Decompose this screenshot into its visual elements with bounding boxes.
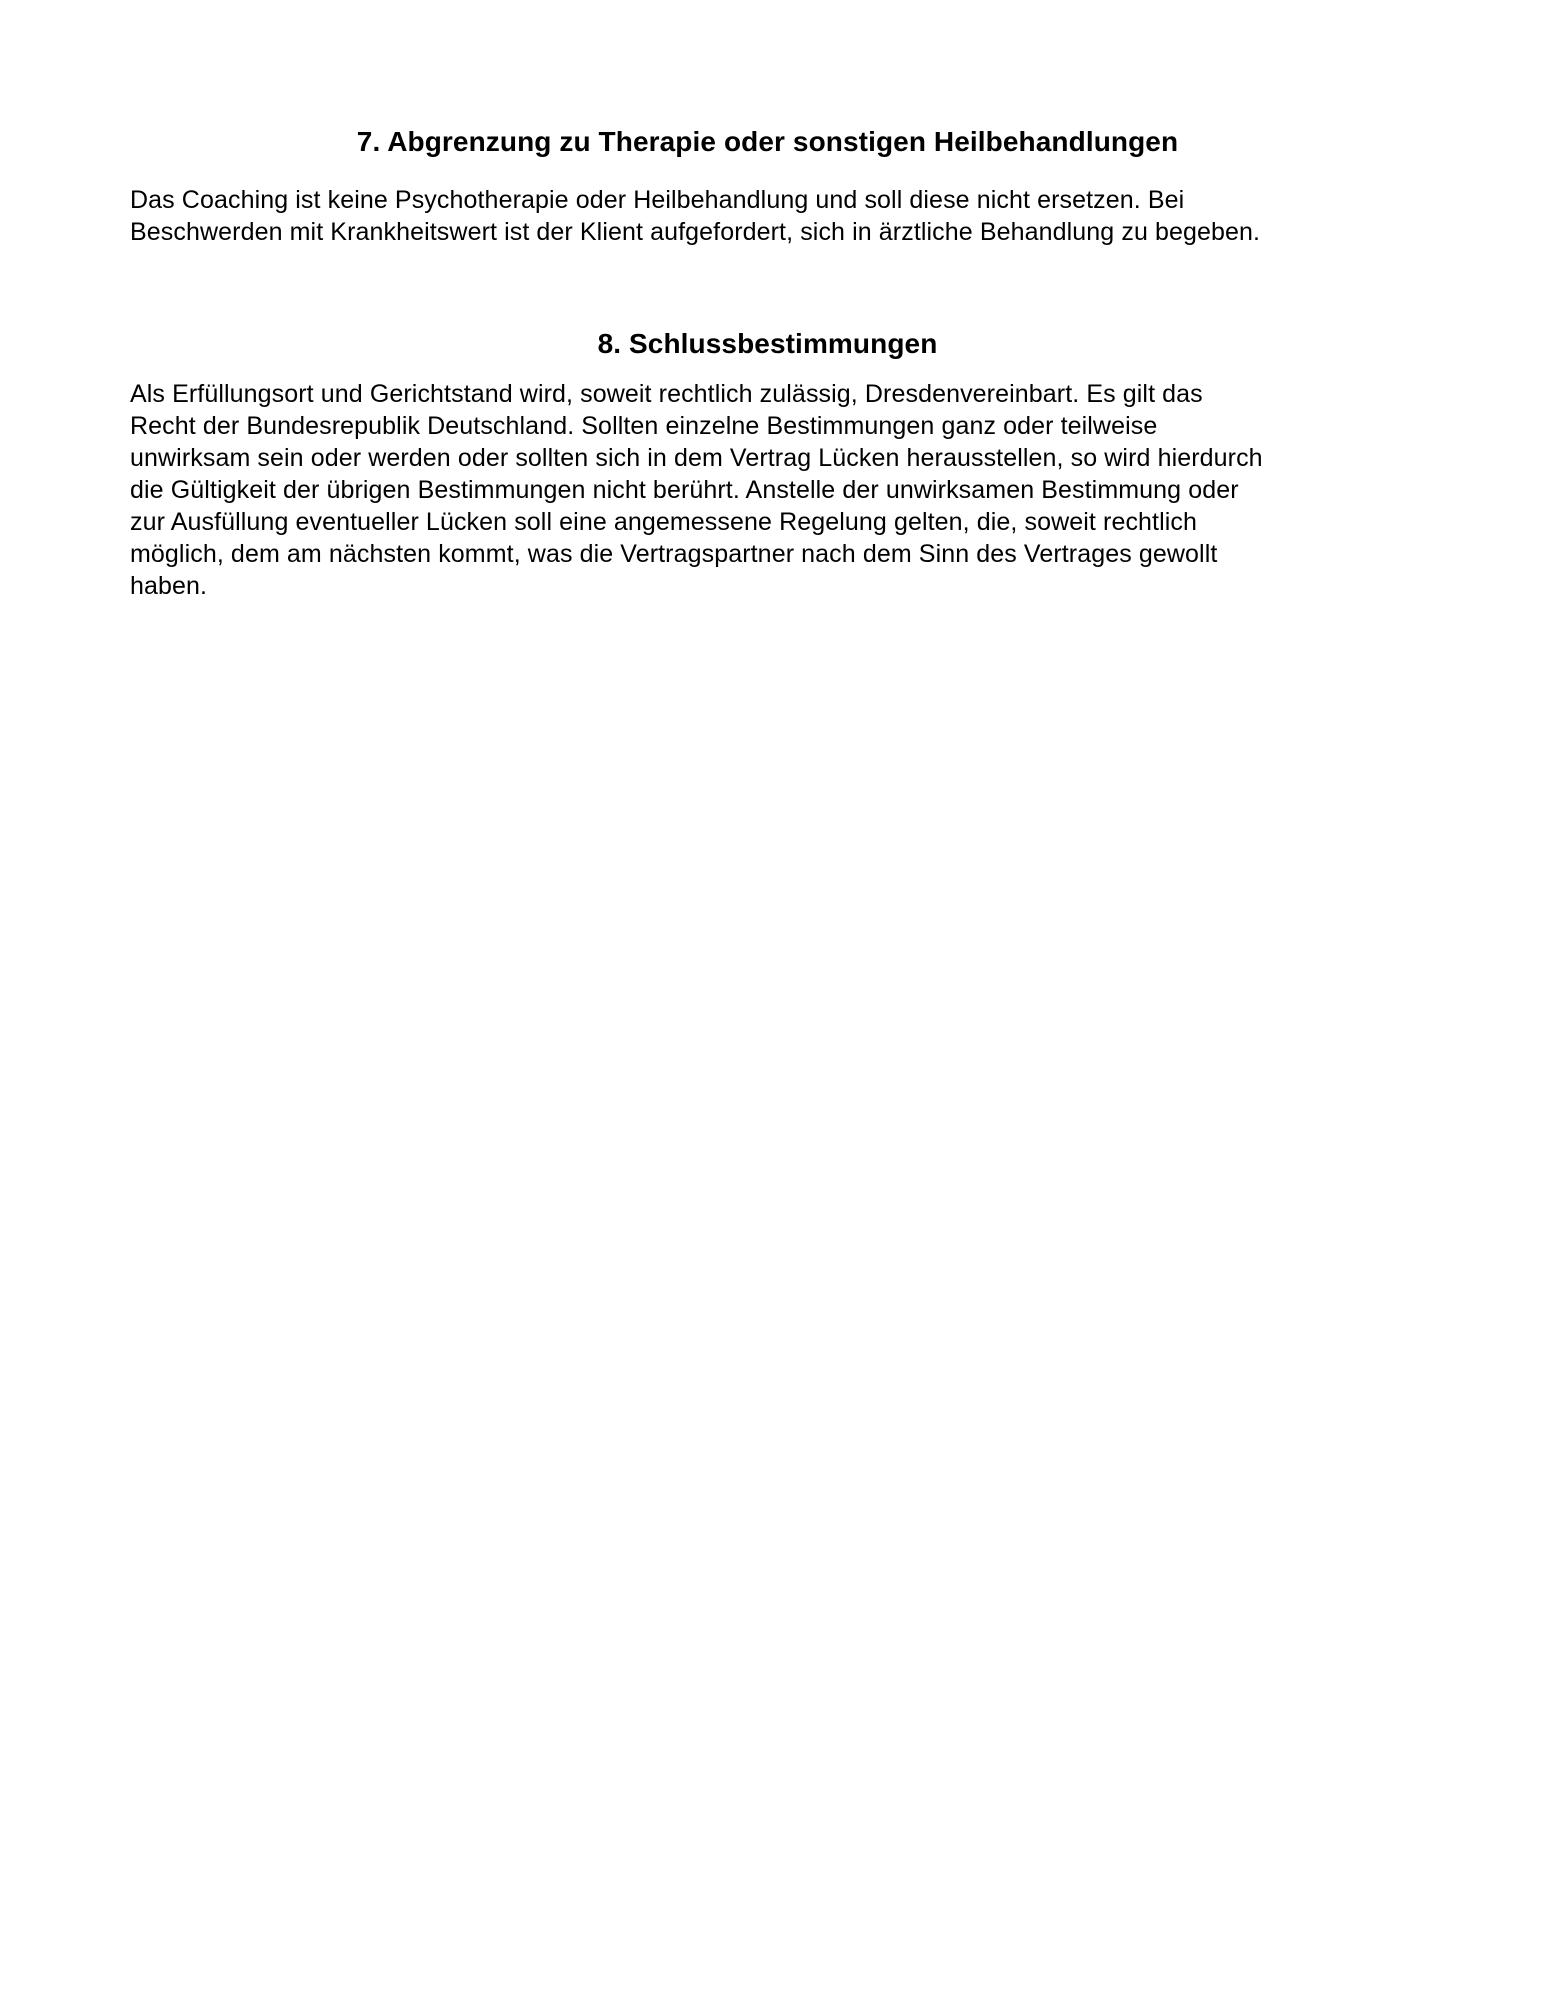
section-heading-abgrenzung: 7. Abgrenzung zu Therapie oder sonstigen Heilbehandlungen <box>356 126 1179 157</box>
text-line: Recht der Bundesrepublik Deutschland. Sollten einzelne Bestimmungen ganz oder teilweise <box>130 412 1158 440</box>
text-line: unwirksam sein oder werden oder sollten sich in dem Vertrag Lücken herausstellen, so wird hierdurch <box>130 444 1263 472</box>
section-abgrenzung <box>130 124 1405 248</box>
text-line: haben. <box>130 572 208 600</box>
text-line: Als Erfüllungsort und Gerichtstand wird, soweit rechtlich zulässig, Dresdenvereinbart. Es gilt das <box>130 380 1203 408</box>
section-schlussbestimmungen <box>130 326 1405 602</box>
paragraph-abgrenzung <box>130 184 1405 248</box>
text-line: die Gültigkeit der übrigen Bestimmungen nicht berührt. Anstelle der unwirksamen Bestimmung oder <box>130 476 1239 504</box>
text-line: Beschwerden mit Krankheitswert ist der Klient aufgefordert, sich in ärztliche Behandlung zu begeben. <box>130 218 1261 246</box>
text-line: Das Coaching ist keine Psychotherapie oder Heilbehandlung und soll diese nicht ersetzen. Bei <box>130 186 1185 214</box>
paragraph-schlussbestimmungen <box>130 378 1405 602</box>
section-heading-schlussbestimmungen: 8. Schlussbestimmungen <box>597 328 938 359</box>
text-line: zur Ausfüllung eventueller Lücken soll eine angemessene Regelung gelten, die, soweit rechtlich <box>130 508 1198 536</box>
text-line: möglich, dem am nächsten kommt, was die Vertragspartner nach dem Sinn des Vertrages gewollt <box>130 540 1218 568</box>
